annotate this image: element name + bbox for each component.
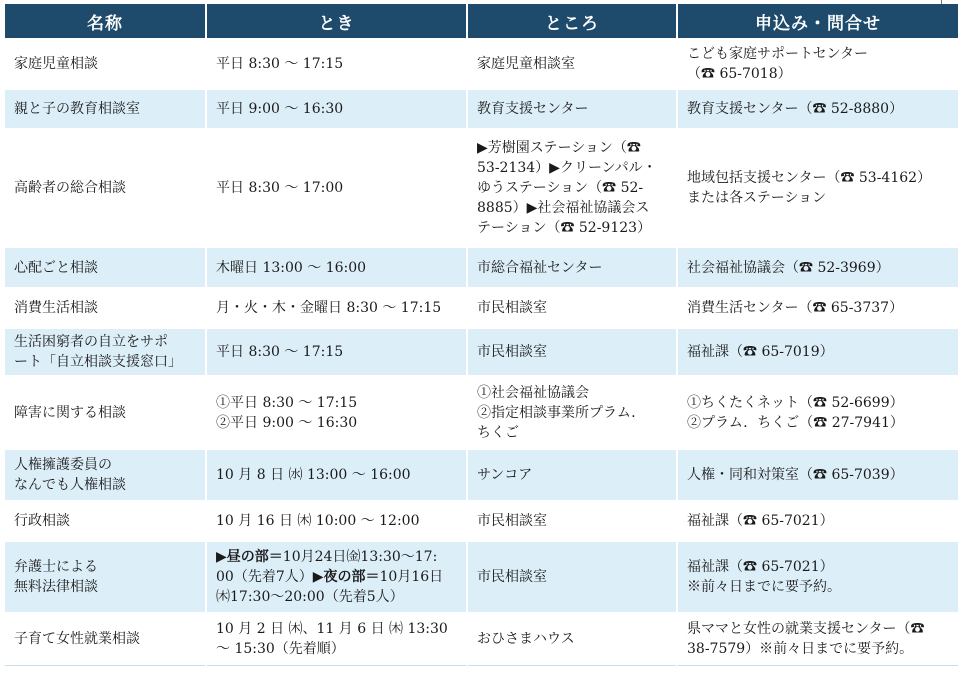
- contact-text: 消費生活センター（☎ 65-3737）: [687, 300, 904, 316]
- cell-where: [467, 376, 677, 449]
- cell-where: [467, 449, 677, 501]
- contact-text: 福祉課（☎ 65-7019）: [687, 344, 834, 360]
- contact-line: または各ステーション: [687, 190, 827, 206]
- when-line: ㈭17:30～20:00（先着5人）: [216, 589, 404, 605]
- header-row: [5, 4, 958, 39]
- cell-name: [5, 89, 206, 129]
- header-name: 名称: [5, 4, 206, 39]
- cell-contact: [677, 613, 958, 665]
- cell-when: [206, 613, 467, 665]
- table-row: [5, 247, 958, 288]
- name-text: 心配ごと相談: [14, 259, 98, 276]
- cell-name: [5, 541, 206, 613]
- where-text: 市総合福祉センター: [477, 259, 603, 276]
- table-row: [5, 376, 958, 449]
- contact-text: 教育支援センター（☎ 52-8880）: [687, 101, 904, 117]
- cell-contact: [677, 328, 958, 376]
- where-line: 8885）▶社会福祉協議会ス: [477, 200, 650, 216]
- cell-where: [467, 129, 677, 247]
- table-row: [5, 129, 958, 247]
- table-row: [5, 328, 958, 376]
- where-line: 53-2134）▶クリーンパル・: [477, 160, 657, 176]
- contact-line: ②プラム．ちくご（☎ 27-7941）: [687, 414, 904, 431]
- contact-line: ①ちくたくネット（☎ 52-6699）: [687, 394, 904, 411]
- table-row: [5, 613, 958, 665]
- name-line: ート「自立相談支援窓口」: [14, 354, 182, 370]
- cell-where: [467, 328, 677, 376]
- cell-where: [467, 39, 677, 89]
- cell-where: [467, 89, 677, 129]
- name-line: なんでも人権相談: [14, 477, 126, 493]
- when-text: 平日 8:30 ～ 17:15: [216, 56, 344, 72]
- cell-contact: [677, 376, 958, 449]
- cell-name: [5, 376, 206, 449]
- consultation-table: [5, 4, 958, 666]
- when-line: 10 月 2 日 ㈭、11 月 6 日 ㈭ 13:30: [216, 621, 448, 638]
- cell-contact: [677, 39, 958, 89]
- contact-text: 人権・同和対策室（☎ 65-7039）: [687, 467, 904, 483]
- name-text: 消費生活相談: [14, 300, 98, 316]
- day-session-capacity: 00（先着7人）: [216, 569, 313, 585]
- day-session-time: 10月24日㈮13:30～17:: [282, 549, 438, 565]
- cell-when: [206, 501, 467, 541]
- contact-line: ※前々日までに要予約。: [687, 579, 841, 595]
- where-text: 市民相談室: [477, 300, 547, 316]
- where-line: ①社会福祉協議会: [477, 384, 589, 401]
- table-row: [5, 449, 958, 501]
- where-line: テーション（☎ 52-9123）: [477, 220, 652, 236]
- where-text: 市民相談室: [477, 344, 547, 360]
- header-when: とき: [206, 4, 467, 39]
- where-text: おひさまハウス: [477, 631, 575, 648]
- contact-line: 県ママと女性の就業支援センター（☎: [687, 621, 925, 638]
- cell-name: [5, 247, 206, 288]
- contact-line: 38-7579）※前々日までに要予約。: [687, 641, 914, 658]
- where-line: ちくご: [477, 424, 519, 441]
- cell-where: [467, 288, 677, 328]
- when-line: [216, 567, 460, 587]
- cell-where: [467, 541, 677, 613]
- cell-when: [206, 449, 467, 501]
- where-text: サンコア: [477, 467, 533, 483]
- contact-line: 地域包括支援センター（☎ 53-4162）: [687, 170, 932, 186]
- cell-name: [5, 613, 206, 665]
- cell-when: [206, 288, 467, 328]
- where-line: ②指定相談事業所プラム．: [477, 404, 646, 421]
- cell-name: [5, 288, 206, 328]
- name-text: 高齢者の総合相談: [14, 180, 126, 196]
- when-line: [216, 547, 460, 567]
- cell-contact: [677, 288, 958, 328]
- when-line: ②平日 9:00 ～ 16:30: [216, 414, 358, 431]
- night-session-date: 10月16日: [379, 569, 444, 585]
- when-line: ①平日 8:30 ～ 17:15: [216, 394, 358, 411]
- cell-contact: [677, 501, 958, 541]
- cell-name: [5, 501, 206, 541]
- cell-contact: [677, 129, 958, 247]
- cell-when: [206, 376, 467, 449]
- cell-where: [467, 501, 677, 541]
- when-text: 平日 8:30 ～ 17:00: [216, 180, 344, 196]
- day-session-label: ▶昼の部＝: [216, 549, 283, 565]
- where-text: 市民相談室: [477, 569, 547, 585]
- header-where: ところ: [467, 4, 677, 39]
- cell-contact: [677, 247, 958, 288]
- cell-when: [206, 541, 467, 613]
- cell-contact: [677, 541, 958, 613]
- table-row: [5, 89, 958, 129]
- contact-line: （☎ 65-7018）: [687, 66, 792, 82]
- contact-line: こども家庭サポートセンター: [687, 46, 869, 62]
- when-line: ～ 15:30（先着順）: [216, 641, 345, 658]
- when-text: 平日 8:30 ～ 17:15: [216, 344, 344, 360]
- cell-name: [5, 449, 206, 501]
- when-text: 月・火・木・金曜日 8:30 ～ 17:15: [216, 300, 442, 316]
- when-text: 10 月 8 日 ㈬ 13:00 ～ 16:00: [216, 467, 411, 483]
- cell-name: [5, 39, 206, 89]
- cell-name: [5, 129, 206, 247]
- name-text: 親と子の教育相談室: [14, 101, 140, 117]
- where-text: 教育支援センター: [477, 101, 589, 117]
- cell-contact: [677, 449, 958, 501]
- where-text: 市民相談室: [477, 513, 547, 529]
- name-text: 障害に関する相談: [14, 404, 126, 421]
- name-line: 人権擁護委員の: [14, 457, 112, 473]
- cell-when: [206, 247, 467, 288]
- contact-text: 福祉課（☎ 65-7021）: [687, 513, 834, 529]
- table-row: [5, 541, 958, 613]
- cell-where: [467, 247, 677, 288]
- cell-when: [206, 89, 467, 129]
- cell-where: [467, 613, 677, 665]
- cell-when: [206, 328, 467, 376]
- cell-name: [5, 328, 206, 376]
- name-text: 子育て女性就業相談: [14, 631, 140, 648]
- table-row: [5, 501, 958, 541]
- where-line: ▶芳樹園ステーション（☎: [477, 140, 641, 156]
- table-row: [5, 39, 958, 89]
- where-line: ゆうステーション（☎ 52-: [477, 180, 644, 196]
- cell-when: [206, 39, 467, 89]
- contact-line: 福祉課（☎ 65-7021）: [687, 559, 834, 575]
- name-line: 生活困窮者の自立をサポ: [14, 334, 168, 350]
- night-session-label: ▶夜の部＝: [312, 569, 380, 585]
- cell-contact: [677, 89, 958, 129]
- name-line: 弁護士による: [14, 559, 98, 575]
- name-text: 家庭児童相談: [14, 56, 98, 72]
- cell-when: [206, 129, 467, 247]
- table-row: [5, 288, 958, 328]
- name-text: 行政相談: [14, 513, 70, 529]
- when-text: 10 月 16 日 ㈭ 10:00 ～ 12:00: [216, 513, 420, 529]
- where-text: 家庭児童相談室: [477, 56, 575, 72]
- contact-text: 社会福祉協議会（☎ 52-3969）: [687, 259, 890, 276]
- name-line: 無料法律相談: [14, 579, 98, 595]
- when-text: 平日 9:00 ～ 16:30: [216, 101, 344, 117]
- header-contact: 申込み・問合せ: [677, 4, 958, 39]
- when-text: 木曜日 13:00 ～ 16:00: [216, 259, 367, 276]
